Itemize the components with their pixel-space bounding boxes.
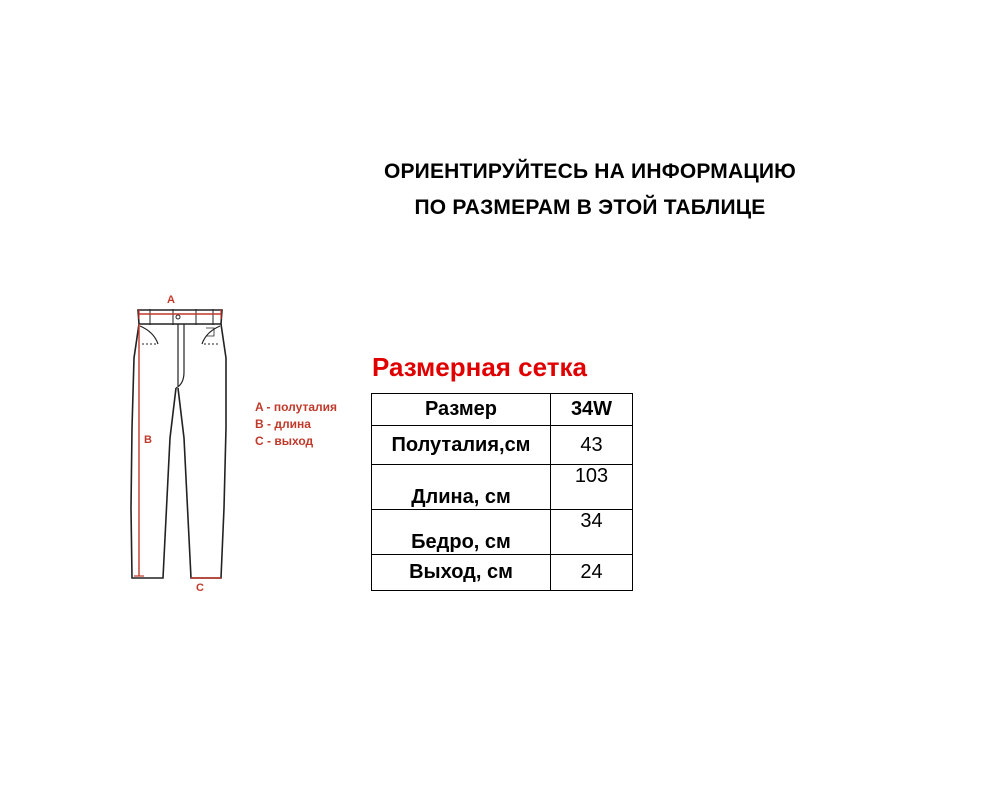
header-value-cell: 34W	[551, 394, 633, 426]
row-label-cell: Полуталия,см	[372, 426, 551, 465]
row-label-cell: Бедро, см	[372, 510, 551, 555]
size-table	[371, 393, 633, 591]
label-b: B	[144, 434, 152, 446]
label-a: A	[167, 294, 175, 306]
table-row	[372, 555, 633, 591]
measurement-legend	[255, 399, 337, 450]
size-chart-title: Размерная сетка	[372, 352, 587, 382]
page-heading-line2: ПО РАЗМЕРАМ В ЭТОЙ ТАБЛИЦЕ	[414, 196, 766, 219]
table-header-row	[372, 394, 633, 426]
row-value-cell: 34	[551, 510, 633, 555]
table-row	[372, 426, 633, 465]
legend-item-c: C - выход	[255, 434, 314, 448]
legend-item-a: A - полуталия	[255, 400, 338, 414]
row-label-cell: Выход, см	[372, 555, 551, 591]
header-label-cell: Размер	[372, 394, 551, 426]
table-row	[372, 510, 633, 555]
legend-item-b: B - длина	[255, 417, 311, 431]
row-value-cell: 43	[551, 426, 633, 465]
table-row	[372, 465, 633, 510]
row-label-cell: Длина, см	[372, 465, 551, 510]
row-value-cell: 103	[551, 465, 633, 510]
label-c: C	[196, 582, 204, 594]
page-heading-line1: ОРИЕНТИРУЙТЕСЬ НА ИНФОРМАЦИЮ	[383, 160, 797, 183]
row-value-cell: 24	[551, 555, 633, 591]
trousers-diagram	[118, 288, 248, 598]
trousers-outline-icon	[118, 288, 248, 598]
